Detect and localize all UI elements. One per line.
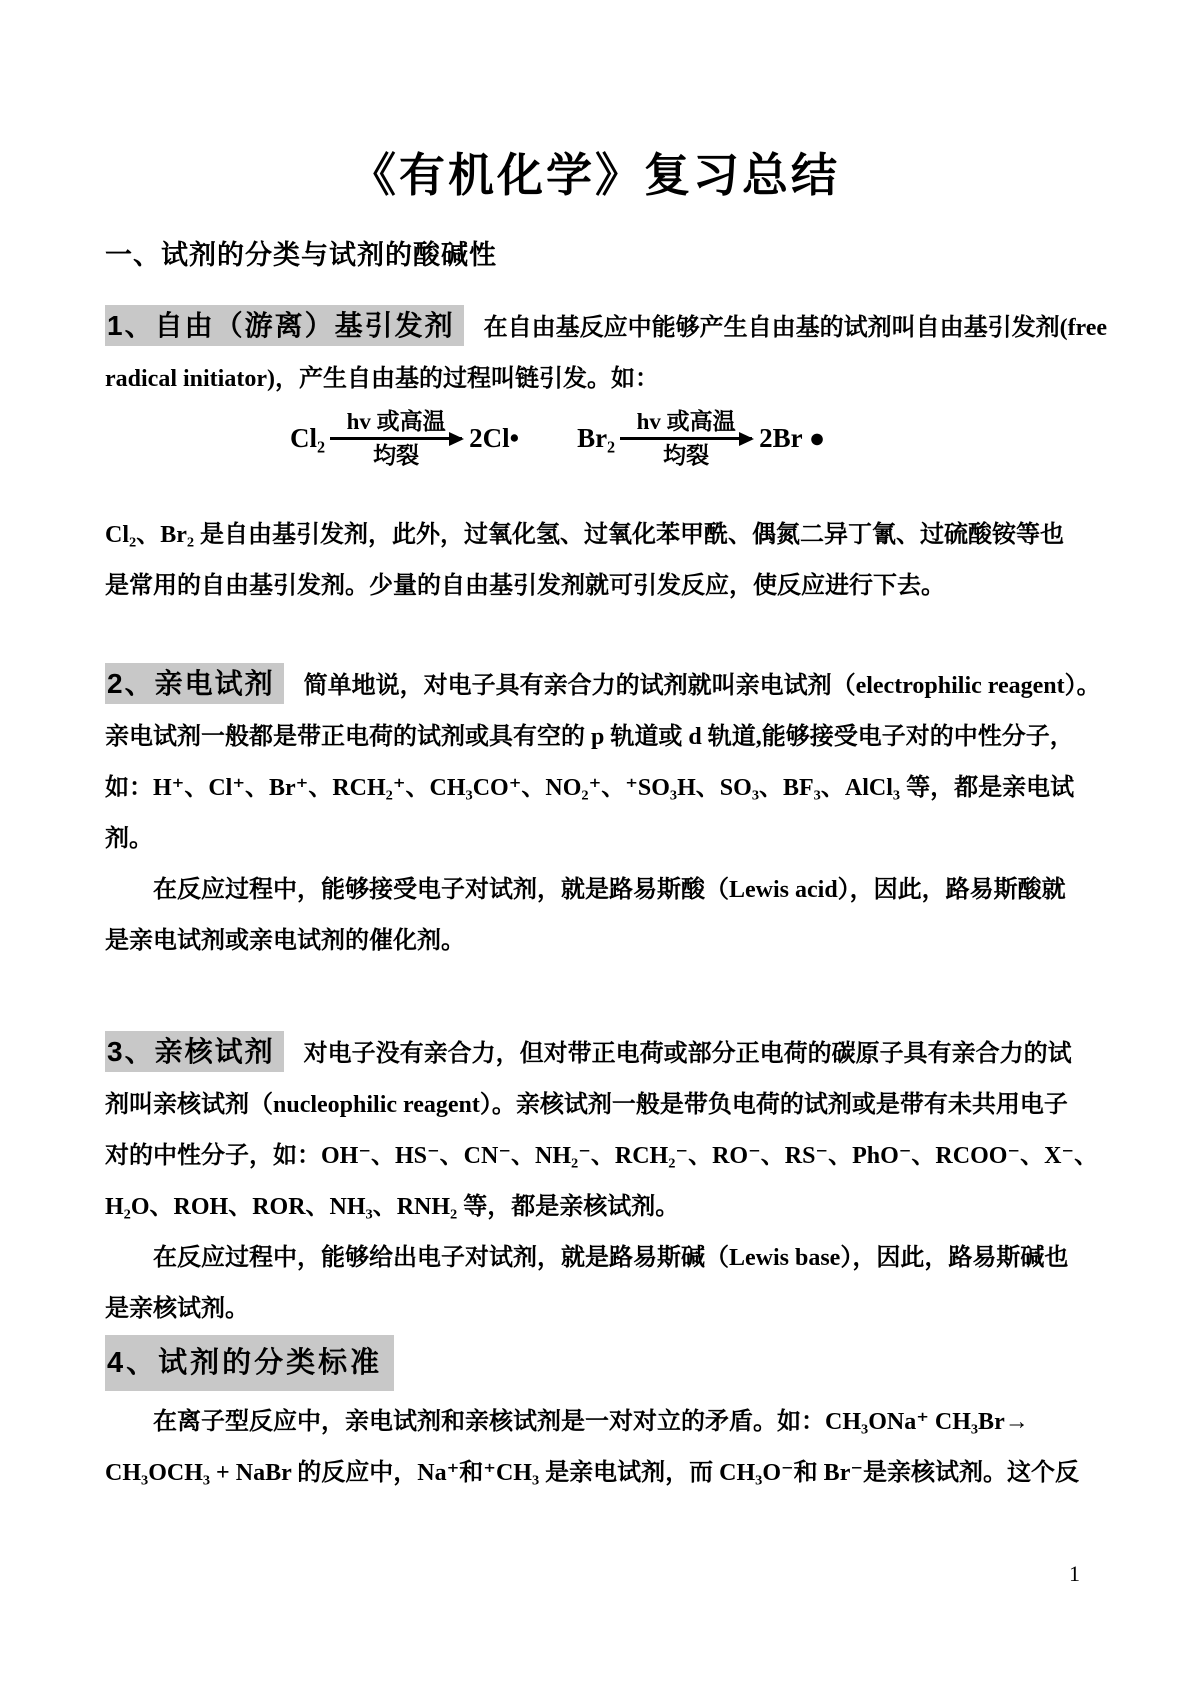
subsection-2-heading: 2、亲电试剂	[105, 663, 284, 704]
product-formula: 2Br ●	[759, 423, 826, 453]
body-line: Cl₂、Br₂ 是自由基引发剂，此外，过氧化氢、过氧化苯甲酰、偶氮二异丁氰、过硫酸铵等也	[105, 522, 1065, 548]
subsection-1-paragraph	[105, 300, 1108, 405]
bromine-homolysis-reaction	[577, 407, 825, 470]
body-line: 剂。	[105, 826, 153, 852]
reactant-formula: Br₂	[577, 423, 616, 453]
condition-label-top: hv 或高温	[346, 409, 446, 434]
subsection-3-paragraph	[105, 1026, 1099, 1335]
radical-initiation-equations	[290, 407, 1085, 470]
reactant-formula: Cl₂	[290, 423, 326, 453]
subsection-2-intro-text: 简单地说，对电子具有亲合力的试剂就叫亲电试剂（electrophilic reagent）。	[303, 673, 1101, 699]
product-formula: 2Cl•	[469, 423, 520, 453]
body-line: 在反应过程中，能够给出电子对试剂，就是路易斯碱（Lewis base），因此，路易斯碱也	[153, 1245, 1069, 1271]
subsection-4-heading-block	[105, 1335, 1085, 1391]
reaction-arrow	[620, 407, 752, 470]
chlorine-homolysis-reaction	[290, 407, 519, 470]
reaction-arrow-icon	[620, 437, 752, 440]
subsection-3-intro-text: 对电子没有亲合力，但对带正电荷或部分正电荷的碳原子具有亲合力的试	[303, 1041, 1072, 1067]
document-title: 《有机化学》复习总结	[350, 149, 840, 201]
subsection-1-continuation	[105, 510, 1085, 612]
body-line	[105, 300, 1108, 354]
body-line	[105, 658, 1101, 712]
body-line: 剂叫亲核试剂（nucleophilic reagent）。亲核试剂一般是带负电荷的试剂或是带有未共用电子	[105, 1092, 1068, 1118]
body-line: 在离子型反应中，亲电试剂和亲核试剂是一对对立的矛盾。如：CH₃ONa⁺ CH₃Br→	[153, 1409, 1029, 1435]
page-number: 1	[1069, 1561, 1080, 1586]
body-line	[105, 1026, 1085, 1080]
subsection-1-intro-text: 在自由基反应中能够产生自由基的试剂叫自由基引发剂(free	[483, 315, 1108, 341]
body-line: 如：H⁺、Cl⁺、Br⁺、RCH₂⁺、CH₃CO⁺、NO₂⁺、⁺SO₃H、SO₃、BF₃、AlCl₃ 等，都是亲电试	[105, 775, 1075, 801]
condition-label-top: hv 或高温	[636, 409, 736, 434]
condition-label-bottom: 均裂	[663, 443, 710, 468]
body-line: 在反应过程中，能够接受电子对试剂，就是路易斯酸（Lewis acid），因此，路易斯酸就	[153, 877, 1066, 903]
body-line: 亲电试剂一般都是带正电荷的试剂或具有空的 p 轨道或 d 轨道,能够接受电子对的中性分子，	[105, 724, 1074, 750]
subsection-2-paragraph	[105, 658, 1101, 967]
body-line: CH₃OCH₃ + NaBr 的反应中，Na⁺和⁺CH₃ 是亲电试剂，而 CH₃O⁻和 Br⁻是亲核试剂。这个反	[105, 1460, 1080, 1486]
condition-label-bottom: 均裂	[373, 443, 420, 468]
body-line: H₂O、ROH、ROR、NH₃、RNH₂ 等，都是亲核试剂。	[105, 1194, 680, 1220]
subsection-4-heading: 4、试剂的分类标准	[105, 1335, 394, 1391]
section-heading-reagent-classification: 一、试剂的分类与试剂的酸碱性	[105, 240, 497, 270]
body-line: radical initiator)，产生自由基的过程叫链引发。如：	[105, 366, 659, 392]
reaction-arrow-icon	[330, 437, 462, 440]
body-line: 对的中性分子，如：OH⁻、HS⁻、CN⁻、NH₂⁻、RCH₂⁻、RO⁻、RS⁻、PhO⁻、RCOO⁻、X⁻、	[105, 1143, 1099, 1169]
reaction-arrow	[330, 407, 462, 470]
body-line: 是亲核试剂。	[105, 1296, 249, 1322]
body-line: 是亲电试剂或亲电试剂的催化剂。	[105, 928, 465, 954]
subsection-4-paragraph	[105, 1397, 1085, 1499]
subsection-1-heading: 1、自由（游离）基引发剂	[105, 305, 464, 346]
subsection-3-heading: 3、亲核试剂	[105, 1031, 284, 1072]
body-line: 是常用的自由基引发剂。少量的自由基引发剂就可引发反应，使反应进行下去。	[105, 573, 945, 599]
